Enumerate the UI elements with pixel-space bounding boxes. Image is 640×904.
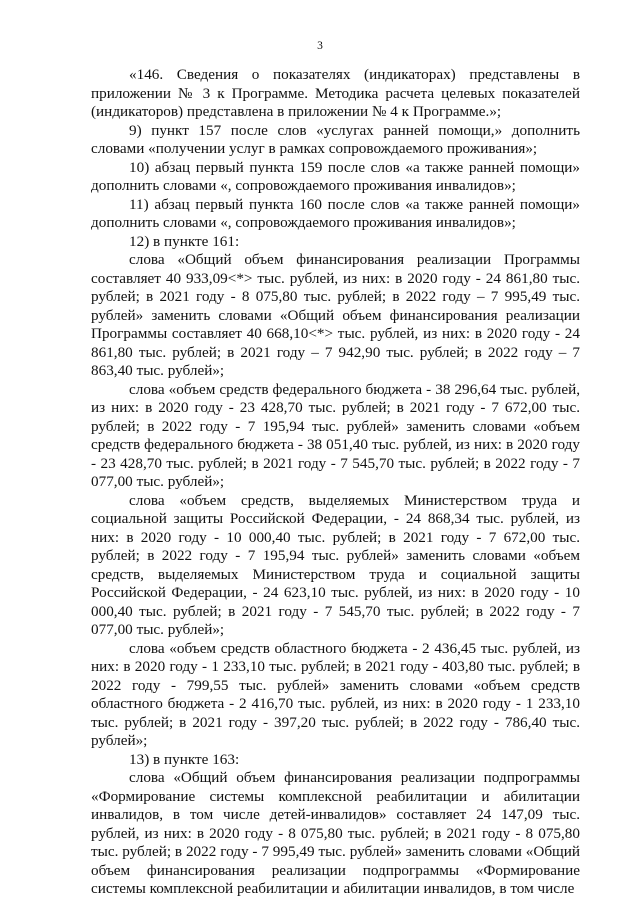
paragraph-item-10: 10) абзац первый пункта 159 после слов «а также ранней помощи» дополнить словами «, сопровождаемого проживания инвалидов»; — [91, 158, 580, 194]
paragraph-ministry-funds: слова «объем средств, выделяемых Министерством труда и социальной защиты Российской Федерации, - 24 868,34 тыс. рублей, из них: в 2020 году - 10 000,40 тыс. рублей; в 2021 году - 7 672,00 тыс. рублей; в 2022 году - 7 195,94 тыс. рублей» заменить словами «объем средств, выделяемых Министерством труда и социальной защиты Российской Федерации, - 24 623,10 тыс. рублей, из них: в 2020 году - 10 000,40 тыс. рублей; в 2021 году - 7 545,70 тыс. рублей; в 2022 году - 7 077,00 тыс. рублей»; — [91, 491, 580, 638]
paragraph-item-11: 11) абзац первый пункта 160 после слов «а также ранней помощи» дополнить словами «, сопровождаемого проживания инвалидов»; — [91, 195, 580, 231]
paragraph-item-13-heading: 13) в пункте 163: — [129, 750, 240, 768]
paragraph-item-12-heading: 12) в пункте 161: — [129, 232, 240, 250]
document-body — [91, 66, 580, 899]
paragraph-item-9: 9) пункт 157 после слов «услугах ранней помощи,» дополнить словами «получении услуг в рамках сопровождаемого проживания»; — [91, 121, 580, 157]
paragraph-regional-budget: слова «объем средств областного бюджета - 2 436,45 тыс. рублей, из них: в 2020 году - 1 233,10 тыс. рублей; в 2021 году - 403,80 тыс. рублей; в 2022 году - 799,55 тыс. рублей» заменить словами «объем средств областного бюджета - 2 416,70 тыс. рублей, из них: в 2020 году - 1 233,10 тыс. рублей; в 2021 году - 397,20 тыс. рублей; в 2022 году - 786,40 тыс. рублей»; — [91, 639, 580, 749]
page-number: 3 — [317, 40, 323, 52]
paragraph-146: «146. Сведения о показателях (индикаторах) представлены в приложении № 3 к Программе. Методика расчета целевых показателей (индикаторов) представлена в приложении № 4 к Программе.»; — [91, 66, 580, 120]
paragraph-subprogram-financing: слова «Общий объем финансирования реализации подпрограммы «Формирование системы комплексной реабилитации и абилитации инвалидов, в том числе детей-инвалидов» составляет 24 147,09 тыс. рублей, из них: в 2020 году - 8 075,80 тыс. рублей; в 2021 году - 8 075,80 тыс. рублей; в 2022 году - 7 995,49 тыс. рублей» заменить словами «Общий объем финансирования реализации подпрограммы «Формирование системы комплексной реабилитации и абилитации инвалидов, в том числе — [91, 769, 580, 897]
paragraph-federal-budget: слова «объем средств федерального бюджета - 38 296,64 тыс. рублей, из них: в 2020 году - 23 428,70 тыс. рублей; в 2021 году - 7 672,00 тыс. рублей; в 2022 году - 7 195,94 тыс. рублей» заменить словами «объем средств федерального бюджета - 38 051,40 тыс. рублей, из них: в 2020 году - 23 428,70 тыс. рублей; в 2021 году - 7 545,70 тыс. рублей; в 2022 году - 7 077,00 тыс. рублей»; — [91, 380, 580, 490]
paragraph-total-financing: слова «Общий объем финансирования реализации Программы составляет 40 933,09<*> тыс. рублей, из них: в 2020 году - 24 861,80 тыс. рублей; в 2021 году - 8 075,80 тыс. рублей; в 2022 году – 7 995,49 тыс. рублей» заменить словами «Общий объем финансирования реализации Программы составляет 40 668,10<*> тыс. рублей, из них: в 2020 году - 24 861,80 тыс. рублей; в 2021 году – 7 942,90 тыс. рублей; в 2022 году – 7 863,40 тыс. рублей»; — [91, 251, 580, 379]
